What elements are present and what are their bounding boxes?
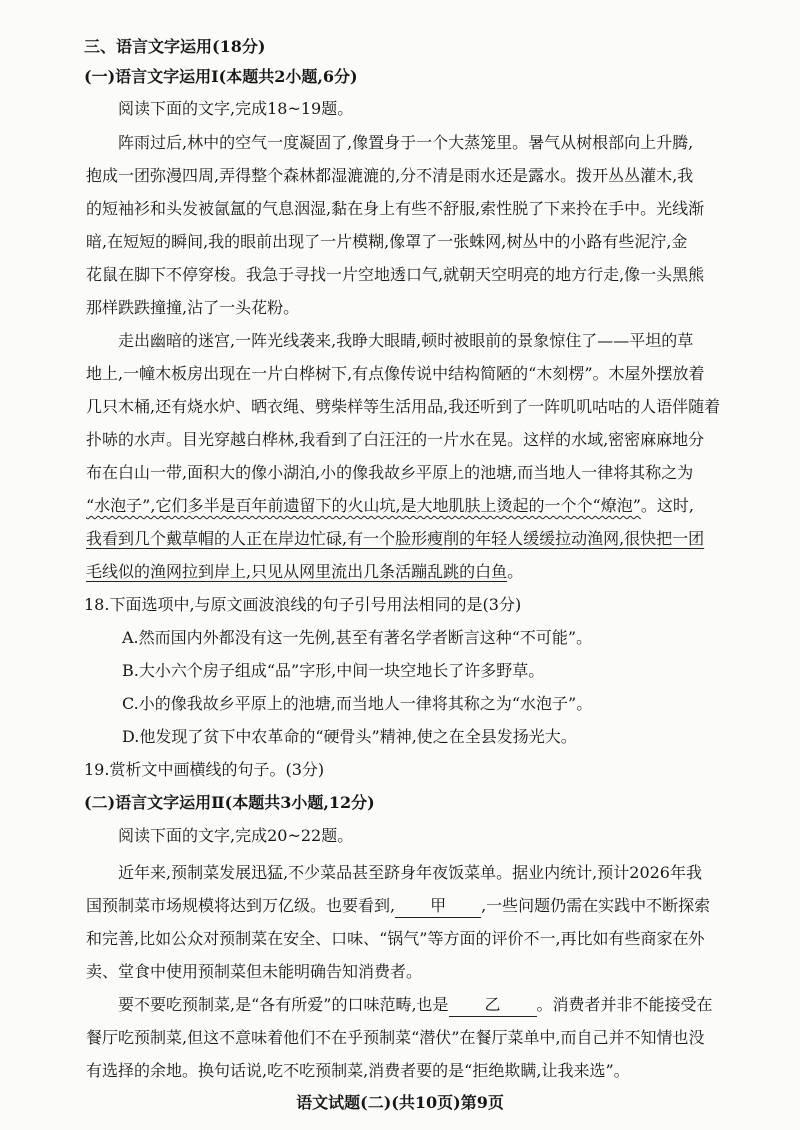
part2-p2-line xyxy=(118,994,713,1017)
q18-option-a: A.然而国内外都没有这一先例,甚至有著名学者断言这种“不可能”。 xyxy=(122,628,593,647)
part2-instruction: 阅读下面的文字,完成20~22题。 xyxy=(118,826,354,845)
part1-instruction: 阅读下面的文字,完成18~19题。 xyxy=(118,99,354,118)
part1-title: (一)语言文字运用Ⅰ(本题共2小题,6分) xyxy=(84,67,358,86)
para1-line: 暗,在短短的瞬间,我的眼前出现了一片模糊,像罩了一张蛛网,树丛中的小路有些泥泞,金 xyxy=(86,232,688,251)
para2-line: 地上,一幢木板房出现在一片白桦树下,有点像传说中结构简陋的“木刻楞”。木屋外摆放着 xyxy=(86,364,705,383)
para1-line: 那样跌跌撞撞,沾了一头花粉。 xyxy=(86,298,300,317)
page-footer: 语文试题(二)(共10页)第9页 xyxy=(296,1093,504,1112)
underlined-sentence: 我看到几个戴草帽的人正在岸边忙碌,有一个脸形瘦削的年轻人缓缓拉动渔网,很快把一团 xyxy=(86,529,705,548)
para2-line: 布在白山一带,面积大的像小湖泊,小的像我故乡平原上的池塘,而当地人一律将其称之为 xyxy=(86,463,694,482)
part2-p2-line: 有选择的余地。换句话说,吃不吃预制菜,消费者要的是“拒绝欺瞒,让我来选”。 xyxy=(86,1061,630,1080)
para2-line: 几只木桶,还有烧水炉、晒衣绳、劈柴样等生活用品,我还听到了一阵叽叽咕咕的人语伴随着 xyxy=(86,397,721,416)
blank-yi: 乙 xyxy=(449,994,537,1017)
part2-p1-line xyxy=(86,895,710,918)
para2-line xyxy=(86,528,704,550)
para2-line xyxy=(86,495,694,517)
part2-p1-line: 近年来,预制菜发展迅猛,不少菜品甚至跻身年夜饭菜单。据业内统计,预计2026年我 xyxy=(118,863,702,882)
q18-option-b: B.大小六个房子组成“品”字形,中间一块空地长了许多野草。 xyxy=(122,661,545,680)
wavy-underlined-sentence: “水泡子”,它们多半是百年前遗留下的火山坑,是大地肌肤上烫起的一个个“燎泡” xyxy=(86,496,641,515)
text-run: ,一些问题仍需在实践中不断探索 xyxy=(481,896,711,915)
para2-line: 扑哧的水声。目光穿越白桦林,我看到了白汪汪的一片水在晃。这样的水域,密密麻麻地分 xyxy=(86,430,705,449)
part2-title: (二)语言文字运用Ⅱ(本题共3小题,12分) xyxy=(84,793,375,812)
text-run: 国预制菜市场规模将达到万亿级。也要看到, xyxy=(86,896,396,915)
text-run: 。消费者并非不能接受在 xyxy=(536,995,713,1014)
para2-line: 走出幽暗的迷宫,一阵光线袭来,我睁大眼睛,顿时被眼前的景象惊住了——平坦的草 xyxy=(118,331,694,350)
question-19-stem: 19.赏析文中画横线的句子。(3分) xyxy=(84,760,325,779)
q18-option-d: D.他发现了贫下中农革命的“硬骨头”精神,使之在全县发扬光大。 xyxy=(122,727,577,746)
para1-line: 抱成一团弥漫四周,弄得整个森林都湿漉漉的,分不清是雨水还是露水。拨开丛丛灌木,我 xyxy=(86,166,694,185)
part2-p1-line: 和完善,比如公众对预制菜在安全、口味、“锅气”等方面的评价不一,再比如有些商家在外 xyxy=(86,929,705,948)
part2-p1-line: 卖、堂食中使用预制菜但未能明确告知消费者。 xyxy=(86,962,423,981)
para2-line xyxy=(86,561,523,583)
underlined-sentence: 毛线似的渔网拉到岸上,只见从网里流出几条活蹦乱跳的白鱼 xyxy=(86,562,508,581)
text-run: 要不要吃预制菜,是“各有所爱”的口味范畴,也是 xyxy=(118,995,449,1014)
para1-line: 花鼠在脚下不停穿梭。我急于寻找一片空地透口气,就朝天空明亮的地方行走,像一头黑熊 xyxy=(86,265,705,284)
question-18-stem: 18.下面选项中,与原文画波浪线的句子引号用法相同的是(3分) xyxy=(84,595,522,614)
part2-p2-line: 餐厅吃预制菜,但这不意味着他们不在乎预制菜“潜伏”在餐厅菜单中,而自己并不知情也没 xyxy=(86,1028,705,1047)
para1-line: 的短袖衫和头发被氤氲的气息洇湿,黏在身上有些不舒服,索性脱了下来拎在手中。光线渐 xyxy=(86,199,705,218)
q18-option-c: C.小的像我故乡平原上的池塘,而当地人一律将其称之为“水泡子”。 xyxy=(122,694,593,713)
blank-jia: 甲 xyxy=(395,895,481,918)
para1-line: 阵雨过后,林中的空气一度凝固了,像置身于一个大蒸笼里。暑气从树根部向上升腾, xyxy=(118,133,694,152)
section-title: 三、语言文字运用(18分) xyxy=(84,37,266,56)
text-run: 。 xyxy=(507,562,524,581)
text-run: 。这时, xyxy=(640,496,694,515)
